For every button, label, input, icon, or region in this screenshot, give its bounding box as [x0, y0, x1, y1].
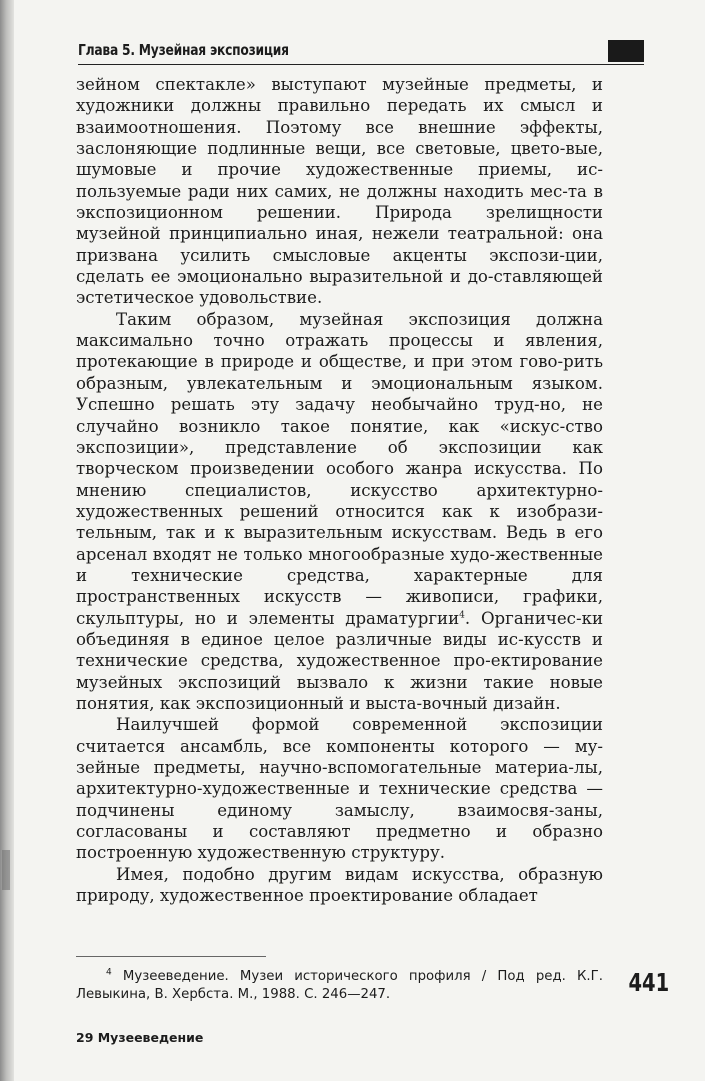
spine-mark: [2, 850, 10, 890]
book-spine-shadow: [0, 0, 14, 1081]
paragraph-2-part-a: Таким образом, музейная экспозиция должна максимально точно отражать процессы и явления, протекающие в природе и обществе, и при этом гово-рить образным, увлекательным и эмоциональным языком. Успешно решать эту задачу необычайно труд-но, не случайно возникло такое понятие, как «искус-ство экспозиции», представление об экспозиции как творческом произведении особого жанра искусства. По мнению специалистов, искусство архитектурно-художественных решений относится как к изобрази-тельным, так и к выразительным искусствам. Ведь в его арсенал входят не только многообразные худо-жественные и технические средства, характерные для пространственных искусств — живописи, графики, скульптуры, но и элементы драматургии: [76, 309, 603, 628]
paragraph-1: зейном спектакле» выступают музейные предметы, и художники должны правильно передать их смысл и взаимоотношения. Поэтому все внешние эффекты, заслоняющие подлинные вещи, все световые, цвето-вые, шумовые и прочие художественные приемы, ис-пользуемые ради них самих, не должны находить мес-та в экспозиционном решении. Природа зрелищности музейной принципиально иная, нежели театральной: она призвана усилить смысловые акценты экспози-ции, сделать ее эмоционально выразительной и до-ставляющей эстетическое удовольствие.: [76, 75, 603, 308]
footnote-divider: [76, 956, 266, 957]
paragraph-3: Наилучшей формой современной экспозиции считается ансамбль, все компоненты которого — му-зейные предметы, научно-вспомогательные материа-лы, архитектурно-художественные и технические средства — подчинены единому замыслу, взаимосвя-заны, согласованы и составляют предметно и образно построенную художественную структуру.: [76, 715, 603, 863]
paragraph-2-part-b: . Органичес-ки объединяя в единое целое различные виды ис-кусств и технические средства, художественное про-ектирование музейных экспозиций вызвало к жизни такие новые понятия, как экспозиционный и выста-вочный дизайн.: [76, 608, 603, 713]
page-header: [78, 40, 644, 65]
printer-signature: 29 Музееведение: [76, 1030, 204, 1045]
header-thumb-block: [608, 40, 644, 62]
footnote-number: 4: [106, 967, 112, 978]
main-text: [76, 74, 603, 906]
footnote-ref: 4: [459, 610, 465, 621]
footnote: [76, 968, 603, 1004]
page-number: 441: [628, 968, 669, 997]
footnote-text: Музееведение. Музеи исторического профиля / Под ред. К.Г. Левыкина, В. Хербста. М., 1988. С. 246—247.: [76, 969, 603, 1002]
running-head: Глава 5. Музейная экспозиция: [78, 41, 289, 59]
paragraph-2: [76, 309, 603, 715]
paragraph-4: Имея, подобно другим видам искусства, образную природу, художественное проектирование обладает: [76, 864, 603, 906]
